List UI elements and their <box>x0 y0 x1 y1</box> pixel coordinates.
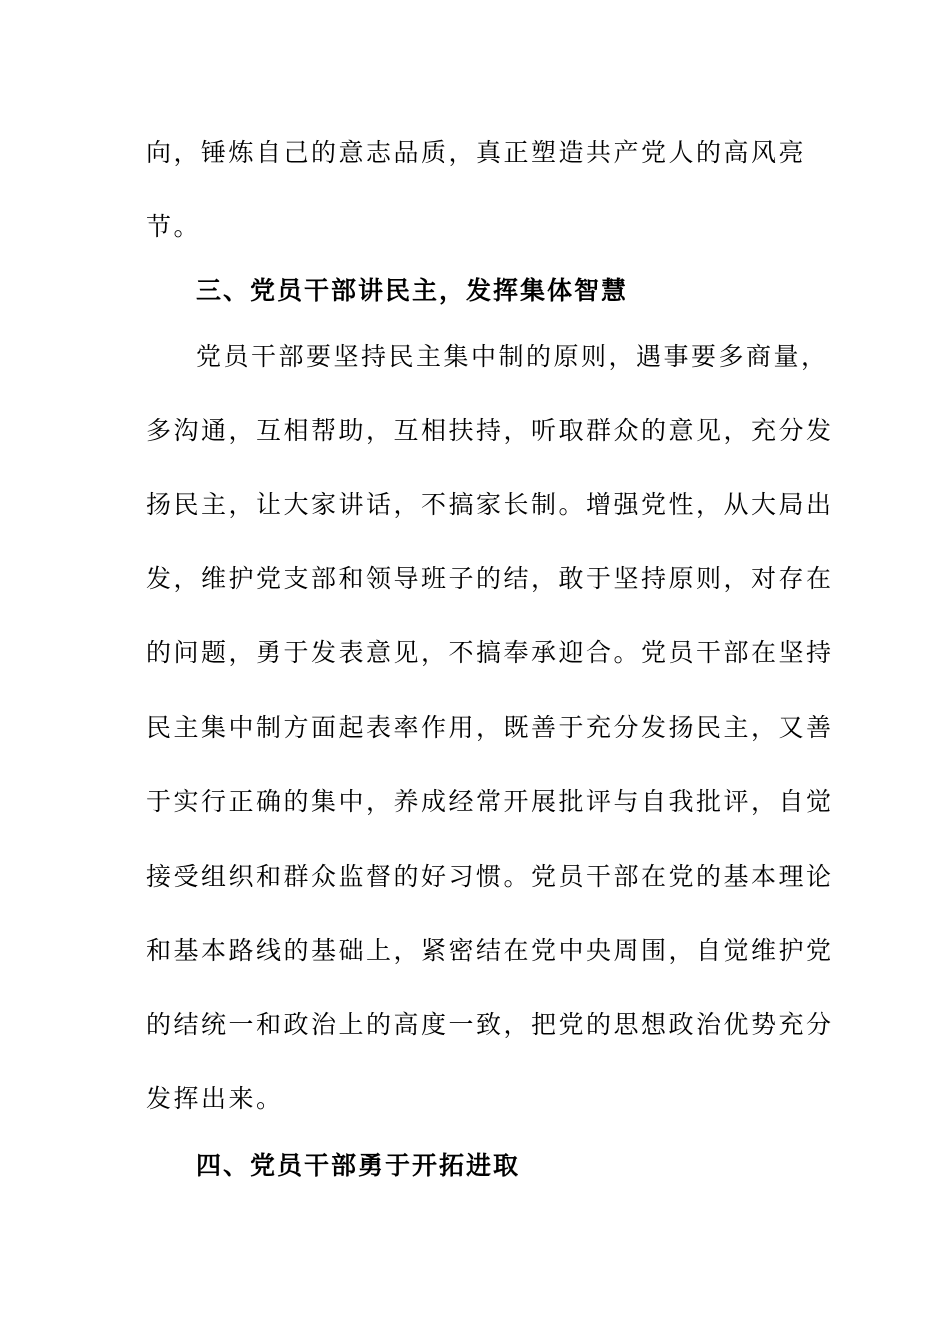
text-line: 民主集中制方面起表率作用，既善于充分发扬民主，又善 <box>146 713 834 742</box>
text-line: 发挥出来。 <box>146 1084 284 1113</box>
text-line: 向，锤炼自己的意志品质，真正塑造共产党人的高风亮 <box>146 138 807 167</box>
section-heading: 三、党员干部讲民主，发挥集体智慧 <box>196 276 629 305</box>
text-line: 接受组织和群众监督的好习惯。党员干部在党的基本理论 <box>146 862 834 891</box>
text-line: 于实行正确的集中，养成经常开展批评与自我批评，自觉 <box>146 787 834 816</box>
text-line: 多沟通，互相帮助，互相扶持，听取群众的意见，充分发 <box>146 416 834 445</box>
paragraph-first-line: 党员干部要坚持民主集中制的原则，遇事要多商量， <box>196 342 829 371</box>
text-line: 的问题，勇于发表意见，不搞奉承迎合。党员干部在坚持 <box>146 638 834 667</box>
text-line: 节。 <box>146 212 202 241</box>
text-line: 发，维护党支部和领导班子的结，敢于坚持原则，对存在 <box>146 564 834 593</box>
text-line: 的结统一和政治上的高度一致，把党的思想政治优势充分 <box>146 1010 834 1039</box>
text-line: 扬民主，让大家讲话，不搞家长制。增强党性，从大局出 <box>146 490 834 519</box>
section-heading: 四、党员干部勇于开拓进取 <box>196 1151 521 1180</box>
text-line: 和基本路线的基础上，紧密结在党中央周围，自觉维护党 <box>146 936 834 965</box>
